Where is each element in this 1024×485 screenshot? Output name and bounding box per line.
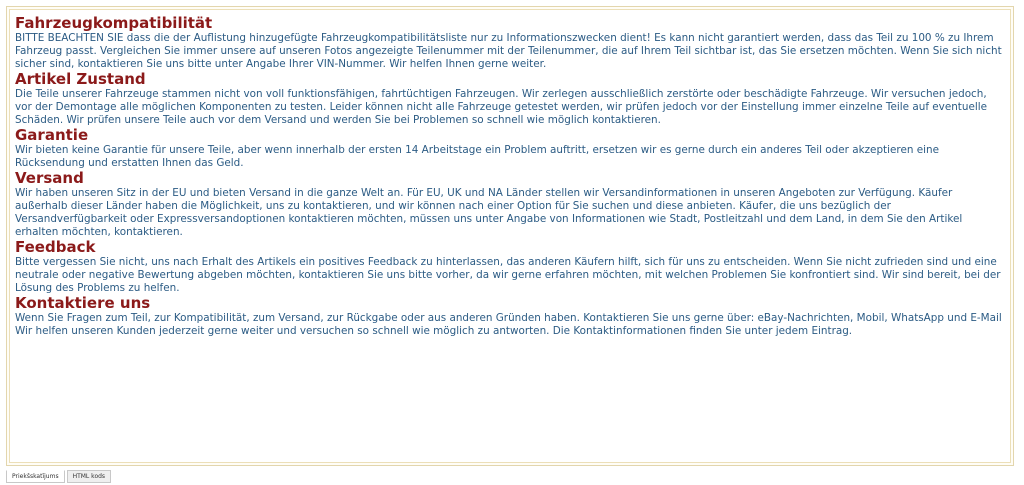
section-title: Versand [15, 169, 84, 187]
section-vehicle-compatibility [15, 15, 1005, 71]
section-text: BITTE BEACHTEN SIE dass die der Auflistung hinzugefügte Fahrzeugkompatibilitätsliste nur zu Informationszwecken dient! Es kann nicht garantiert werden, dass das Teil zu 100 % zu Ihrem Fahrzeug passt. Vergleichen Sie immer unsere auf unseren Fotos angezeigte Teilenummer mit der Teilenummer, die auf Ihrem Teil sichtbar ist, das Sie ersetzen möchten. Wenn Sie sich nicht sicher sind, kontaktieren Sie uns bitte unter Angabe Ihrer VIN-Nummer. Wir helfen Ihnen gerne weiter. [15, 32, 1002, 70]
section-text: Wenn Sie Fragen zum Teil, zur Kompatibilität, zum Versand, zur Rückgabe oder aus anderen Gründen haben. Kontaktieren Sie uns gerne über: eBay-Nachrichten, Mobil, WhatsApp und E-Mail Wir helfen unseren Kunden jederzeit gerne weiter und versuchen so schnell wie möglich zu antworten. Die Kontaktinformationen finden Sie unter jedem Eintrag. [15, 312, 1002, 337]
tab-preview[interactable]: Priekšskatījums [6, 470, 65, 483]
section-contact [15, 295, 1005, 338]
editor-tabs [6, 470, 111, 483]
section-shipping [15, 170, 1005, 239]
section-text: Die Teile unserer Fahrzeuge stammen nicht von voll funktionsfähigen, fahrtüchtigen Fahrzeugen. Wir zerlegen ausschließlich zerstörte oder beschädigte Fahrzeuge. Wir versuchen jedoch, vor der Demontage alle möglichen Komponenten zu testen. Leider können nicht alle Fahrzeuge getestet werden, wir prüfen jedoch vor der Einstellung immer einzelne Teile auf eventuelle Schäden. Wir prüfen unsere Teile auch vor dem Versand und werden Sie bei Problemen so schnell wie möglich kontaktieren. [15, 88, 988, 126]
section-item-condition [15, 71, 1005, 127]
section-title: Artikel Zustand [15, 70, 146, 88]
section-text: Wir bieten keine Garantie für unsere Teile, aber wenn innerhalb der ersten 14 Arbeitstage ein Problem auftritt, ersetzen wir es gerne durch ein anderes Teil oder akzeptieren eine Rücksendung und erstatten Ihnen das Geld. [15, 144, 939, 169]
section-title: Garantie [15, 126, 89, 144]
section-title: Kontaktiere uns [15, 294, 151, 312]
section-text: Bitte vergessen Sie nicht, uns nach Erhalt des Artikels ein positives Feedback zu hinterlassen, das anderen Käufern hilft, sich für uns zu entscheiden. Wenn Sie nicht zufrieden sind und eine neutrale oder negative Bewertung abgeben möchten, kontaktieren Sie uns bitte vorher, da wir gerne erfahren möchten, mit welchen Problemen Sie konfrontiert sind. Wir sind bereit, bei der Lösung des Problems zu helfen. [15, 256, 1001, 294]
section-title: Feedback [15, 238, 96, 256]
description-content [9, 9, 1011, 463]
section-title: Fahrzeugkompatibilität [15, 14, 213, 32]
section-feedback [15, 239, 1005, 295]
description-frame [6, 6, 1014, 466]
tab-html-code[interactable]: HTML kods [67, 470, 111, 483]
section-warranty [15, 127, 1005, 170]
section-text: Wir haben unseren Sitz in der EU und bieten Versand in die ganze Welt an. Für EU, UK und NA Länder stellen wir Versandinformationen in unseren Angeboten zur Verfügung. Käufer außerhalb dieser Länder haben die Möglichkeit, uns zu kontaktieren, und wir können nach einer Option für Sie suchen und diese anbieten. Käufer, die uns bezüglich der Versandverfügbarkeit oder Expressversandoptionen kontaktieren möchten, müssen uns unter Angabe von Informationen wie Stadt, Postleitzahl und dem Land, in dem Sie den Artikel erhalten möchten, kontaktieren. [15, 187, 963, 238]
